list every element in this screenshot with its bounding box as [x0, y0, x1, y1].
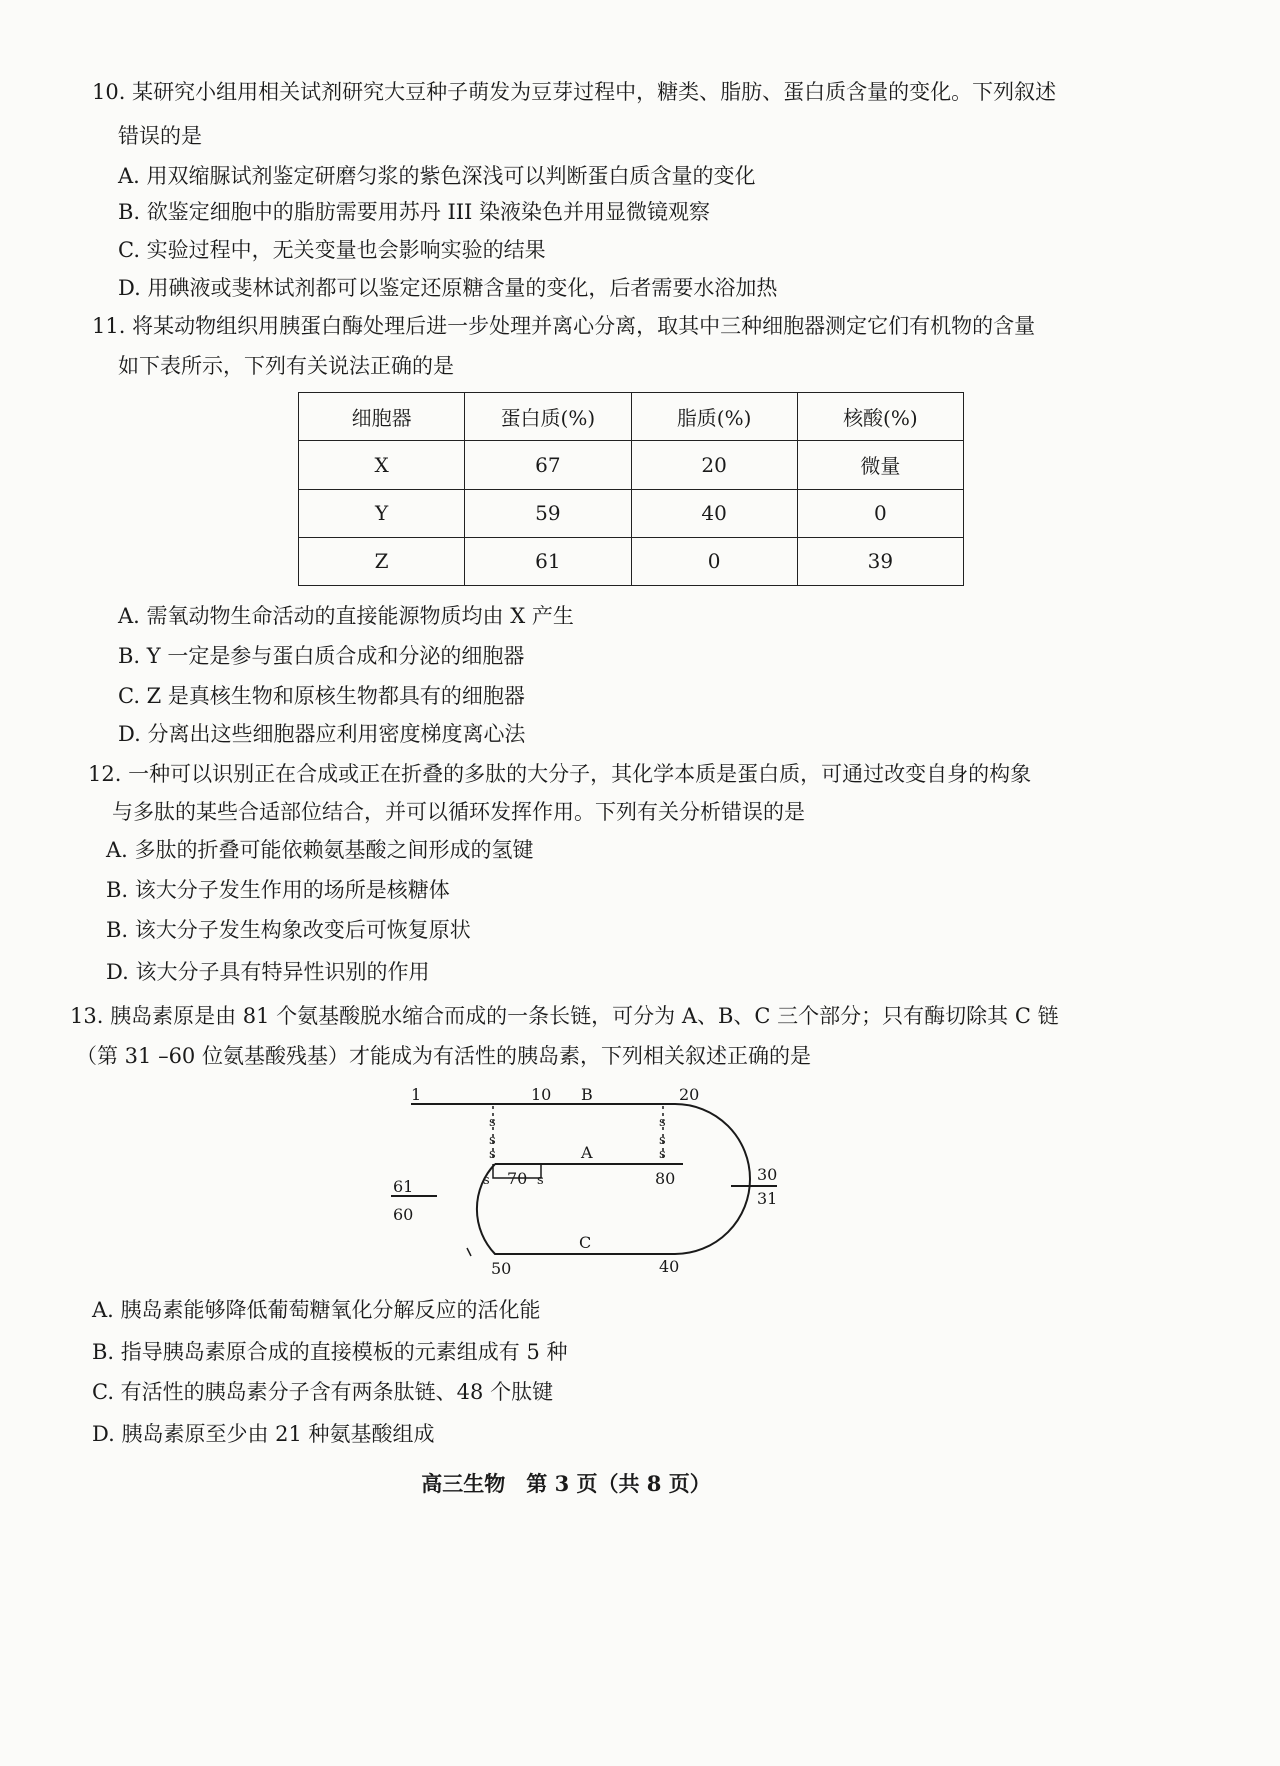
sulfur-label: s: [659, 1115, 666, 1130]
q13-stem-line1: 13. 胰岛素原是由 81 个氨基酸脱水缩合而成的一条长链，可分为 A、B、C 三个部分；只有酶切除其 C 链: [70, 1004, 1059, 1028]
label-1: 1: [411, 1085, 422, 1104]
q10-option-c: C. 实验过程中，无关变量也会影响实验的结果: [118, 238, 546, 262]
label-chain-a: A: [581, 1143, 593, 1162]
q13-option-b: B. 指导胰岛素原合成的直接模板的元素组成有 5 种: [92, 1340, 568, 1364]
organelle-table: [298, 392, 964, 586]
sulfur-label: s: [489, 1133, 496, 1148]
q13-option-a: A. 胰岛素能够降低葡萄糖氧化分解反应的活化能: [92, 1298, 541, 1322]
q10-option-d: D. 用碘液或斐林试剂都可以鉴定还原糖含量的变化，后者需要水浴加热: [118, 276, 778, 300]
q12-option-c: B. 该大分子发生构象改变后可恢复原状: [106, 918, 471, 942]
sulfur-label: s: [537, 1173, 544, 1188]
table-row: [299, 489, 964, 537]
table-row: [299, 537, 964, 585]
table-cell: 0: [797, 489, 963, 537]
table-cell: 40: [631, 489, 797, 537]
table-cell: X: [299, 441, 465, 489]
table-cell: 0: [631, 537, 797, 585]
table-cell: 微量: [797, 441, 963, 489]
q10-stem-line2: 错误的是: [118, 124, 202, 148]
sulfur-label: s: [659, 1133, 666, 1148]
q11-stem-line2: 如下表所示，下列有关说法正确的是: [118, 354, 454, 378]
sulfur-label: s: [659, 1147, 666, 1162]
label-20: 20: [679, 1085, 700, 1104]
label-50: 50: [491, 1259, 512, 1278]
label-40: 40: [659, 1257, 680, 1276]
label-60: 60: [393, 1205, 414, 1224]
q10-option-a: A. 用双缩脲试剂鉴定研磨匀浆的紫色深浅可以判断蛋白质含量的变化: [118, 164, 756, 188]
q12-option-d: D. 该大分子具有特异性识别的作用: [106, 960, 430, 984]
q12-stem-line2: 与多肽的某些合适部位结合，并可以循环发挥作用。下列有关分析错误的是: [112, 800, 805, 824]
label-70: 70: [507, 1169, 528, 1188]
q13-stem-line2: （第 31 –60 位氨基酸残基）才能成为有活性的胰岛素，下列相关叙述正确的是: [76, 1044, 811, 1068]
sulfur-label: s: [489, 1115, 496, 1130]
table-cell: Y: [299, 489, 465, 537]
tick-mark: [467, 1248, 471, 1256]
table-header: 脂质(%): [631, 393, 797, 441]
label-61: 61: [393, 1177, 414, 1196]
sulfur-label: s: [483, 1173, 490, 1188]
q11-option-b: B. Y 一定是参与蛋白质合成和分泌的细胞器: [118, 644, 525, 668]
label-30: 30: [757, 1165, 778, 1184]
table-header: 蛋白质(%): [465, 393, 631, 441]
table-header: 核酸(%): [797, 393, 963, 441]
label-80: 80: [655, 1169, 676, 1188]
table-row: [299, 441, 964, 489]
q12-option-a: A. 多肽的折叠可能依赖氨基酸之间形成的氢键: [106, 838, 534, 862]
q10-option-b: B. 欲鉴定细胞中的脂肪需要用苏丹 III 染液染色并用显微镜观察: [118, 200, 711, 224]
q13-option-d: D. 胰岛素原至少由 21 种氨基酸组成: [92, 1422, 435, 1446]
q11-option-c: C. Z 是真核生物和原核生物都具有的细胞器: [118, 684, 525, 708]
label-chain-c: C: [579, 1233, 592, 1252]
q11-option-d: D. 分离出这些细胞器应利用密度梯度离心法: [118, 722, 526, 746]
table-cell: 20: [631, 441, 797, 489]
table-cell: 61: [465, 537, 631, 585]
q12-stem-line1: 12. 一种可以识别正在合成或正在折叠的多肽的大分子，其化学本质是蛋白质，可通过改变自身的构象: [88, 762, 1032, 786]
table-cell: 39: [797, 537, 963, 585]
label-31: 31: [757, 1189, 778, 1208]
label-10: 10: [531, 1085, 552, 1104]
label-chain-b: B: [581, 1085, 593, 1104]
table-cell: 59: [465, 489, 631, 537]
q11-stem-line1: 11. 将某动物组织用胰蛋白酶处理后进一步处理并离心分离，取其中三种细胞器测定它们有机物的含量: [92, 314, 1036, 338]
table-cell: 67: [465, 441, 631, 489]
table-cell: Z: [299, 537, 465, 585]
table-header: 细胞器: [299, 393, 465, 441]
q11-option-a: A. 需氧动物生命活动的直接能源物质均由 X 产生: [118, 604, 574, 628]
proinsulin-diagram: [385, 1080, 785, 1280]
table-header-row: [299, 393, 964, 441]
page-footer: 高三生物 第 3 页（共 8 页）: [421, 1471, 711, 1496]
q13-option-c: C. 有活性的胰岛素分子含有两条肽链、48 个肽键: [92, 1380, 554, 1404]
sulfur-label: s: [489, 1147, 496, 1162]
q10-stem-line1: 10. 某研究小组用相关试剂研究大豆种子萌发为豆芽过程中，糖类、脂肪、蛋白质含量的变化。下列叙述: [92, 80, 1057, 104]
q12-option-b: B. 该大分子发生作用的场所是核糖体: [106, 878, 450, 902]
